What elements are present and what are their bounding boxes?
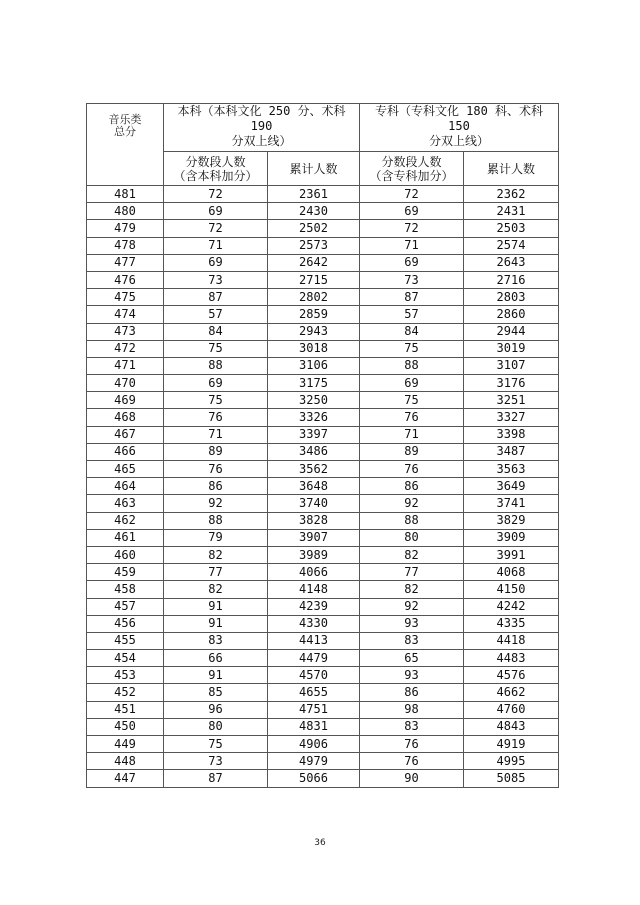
junior-cumulative-cell: 4150 — [464, 581, 559, 598]
undergrad-cumulative-cell: 4066 — [268, 564, 360, 581]
junior-cumulative-cell: 2431 — [464, 203, 559, 220]
junior-segment-cell: 92 — [360, 495, 464, 512]
junior-segment-cell: 82 — [360, 581, 464, 598]
junior-cumulative-cell: 2944 — [464, 323, 559, 340]
undergrad-cumulative-cell: 4479 — [268, 650, 360, 667]
undergrad-segment-cell: 72 — [164, 220, 268, 237]
score-cell: 457 — [87, 598, 164, 615]
junior-segment-cell: 86 — [360, 478, 464, 495]
table-row — [87, 323, 559, 340]
junior-cumulative-cell: 2362 — [464, 186, 559, 203]
junior-group-header — [360, 104, 559, 152]
junior-cumulative-cell: 4483 — [464, 650, 559, 667]
undergrad-cumulative-cell: 4831 — [268, 718, 360, 735]
undergrad-segment-cell: 82 — [164, 546, 268, 563]
junior-segment-cell: 71 — [360, 426, 464, 443]
junior-cumulative-cell: 3107 — [464, 357, 559, 374]
junior-segment-cell: 69 — [360, 254, 464, 271]
score-cell: 467 — [87, 426, 164, 443]
junior-segment-cell: 88 — [360, 512, 464, 529]
junior-cumulative-cell: 3176 — [464, 375, 559, 392]
junior-cumulative-cell: 3487 — [464, 443, 559, 460]
junior-segment-cell: 69 — [360, 203, 464, 220]
undergrad-segment-cell: 91 — [164, 667, 268, 684]
score-cell: 447 — [87, 770, 164, 787]
table-row — [87, 632, 559, 649]
undergrad-segment-cell: 72 — [164, 186, 268, 203]
undergrad-cumulative-cell: 3486 — [268, 443, 360, 460]
junior-segment-cell: 76 — [360, 736, 464, 753]
undergrad-cumulative-cell: 4330 — [268, 615, 360, 632]
undergrad-cumulative-cell: 4148 — [268, 581, 360, 598]
undergrad-segment-cell: 89 — [164, 443, 268, 460]
junior-header-line-2: 150 — [448, 119, 470, 133]
junior-cumulative-cell: 5085 — [464, 770, 559, 787]
undergrad-cumulative-header: 累计人数 — [268, 152, 360, 186]
junior-segment-cell: 72 — [360, 186, 464, 203]
junior-segment-cell: 69 — [360, 375, 464, 392]
junior-segment-cell: 86 — [360, 684, 464, 701]
junior-segment-cell: 82 — [360, 546, 464, 563]
junior-segment-header — [360, 152, 464, 186]
junior-cumulative-cell: 3563 — [464, 461, 559, 478]
junior-cumulative-cell: 4919 — [464, 736, 559, 753]
undergrad-segment-line-2: （含本科加分） — [173, 168, 258, 183]
score-cell: 479 — [87, 220, 164, 237]
undergrad-cumulative-cell: 3648 — [268, 478, 360, 495]
table-row — [87, 598, 559, 615]
undergrad-cumulative-cell: 4906 — [268, 736, 360, 753]
undergrad-segment-cell: 71 — [164, 426, 268, 443]
undergrad-cumulative-cell: 2859 — [268, 306, 360, 323]
category-line-1: 音乐类 — [108, 113, 142, 126]
junior-cumulative-cell: 2860 — [464, 306, 559, 323]
undergrad-segment-cell: 69 — [164, 203, 268, 220]
undergrad-segment-cell: 82 — [164, 581, 268, 598]
score-cell: 471 — [87, 357, 164, 374]
junior-segment-cell: 76 — [360, 461, 464, 478]
undergrad-segment-cell: 77 — [164, 564, 268, 581]
undergrad-segment-cell: 69 — [164, 375, 268, 392]
score-cell: 478 — [87, 237, 164, 254]
table-row — [87, 357, 559, 374]
table-row — [87, 443, 559, 460]
undergrad-segment-cell: 73 — [164, 753, 268, 770]
junior-cumulative-cell: 3327 — [464, 409, 559, 426]
score-cell: 468 — [87, 409, 164, 426]
table-row — [87, 546, 559, 563]
junior-cumulative-cell: 3398 — [464, 426, 559, 443]
undergrad-segment-cell: 84 — [164, 323, 268, 340]
undergrad-cumulative-cell: 3326 — [268, 409, 360, 426]
table-body — [87, 186, 559, 788]
score-cell: 453 — [87, 667, 164, 684]
score-cell: 454 — [87, 650, 164, 667]
undergrad-cumulative-cell: 2943 — [268, 323, 360, 340]
junior-cumulative-cell: 4843 — [464, 718, 559, 735]
undergrad-segment-cell: 91 — [164, 615, 268, 632]
score-cell: 464 — [87, 478, 164, 495]
undergrad-cumulative-cell: 5066 — [268, 770, 360, 787]
undergrad-cumulative-cell: 4655 — [268, 684, 360, 701]
score-cell: 449 — [87, 736, 164, 753]
undergrad-cumulative-cell: 4570 — [268, 667, 360, 684]
junior-cumulative-header: 累计人数 — [464, 152, 559, 186]
page-number: 36 — [314, 838, 326, 848]
table-row — [87, 237, 559, 254]
table-row — [87, 203, 559, 220]
undergrad-segment-cell: 87 — [164, 289, 268, 306]
table-row — [87, 220, 559, 237]
junior-segment-line-2: （含专科加分） — [369, 168, 454, 183]
score-cell: 460 — [87, 546, 164, 563]
undergrad-cumulative-cell: 3562 — [268, 461, 360, 478]
table-row — [87, 392, 559, 409]
table-row — [87, 529, 559, 546]
junior-segment-cell: 92 — [360, 598, 464, 615]
junior-header-line-3: 分双上线） — [428, 134, 489, 148]
junior-cumulative-cell: 3019 — [464, 340, 559, 357]
undergrad-cumulative-cell: 3989 — [268, 546, 360, 563]
junior-segment-cell: 83 — [360, 718, 464, 735]
junior-segment-cell: 88 — [360, 357, 464, 374]
junior-segment-cell: 77 — [360, 564, 464, 581]
undergrad-cumulative-cell: 4751 — [268, 701, 360, 718]
undergrad-cumulative-cell: 3828 — [268, 512, 360, 529]
table-row — [87, 375, 559, 392]
junior-cumulative-cell: 4760 — [464, 701, 559, 718]
undergrad-segment-cell: 76 — [164, 409, 268, 426]
score-cell: 480 — [87, 203, 164, 220]
junior-segment-line-1: 分数段人数 — [381, 154, 442, 169]
score-cell: 448 — [87, 753, 164, 770]
score-cell: 469 — [87, 392, 164, 409]
table-row — [87, 461, 559, 478]
table-row — [87, 186, 559, 203]
undergrad-segment-cell: 79 — [164, 529, 268, 546]
junior-cumulative-cell: 3251 — [464, 392, 559, 409]
undergrad-segment-cell: 85 — [164, 684, 268, 701]
undergrad-cumulative-cell: 3907 — [268, 529, 360, 546]
undergrad-segment-cell: 92 — [164, 495, 268, 512]
score-cell: 461 — [87, 529, 164, 546]
table-row — [87, 701, 559, 718]
score-cell: 458 — [87, 581, 164, 598]
score-cell: 451 — [87, 701, 164, 718]
junior-segment-cell: 76 — [360, 409, 464, 426]
junior-cumulative-cell: 3909 — [464, 529, 559, 546]
junior-segment-cell: 71 — [360, 237, 464, 254]
undergrad-cumulative-cell: 3106 — [268, 357, 360, 374]
undergrad-segment-cell: 88 — [164, 512, 268, 529]
table-row — [87, 478, 559, 495]
undergrad-cumulative-cell: 2361 — [268, 186, 360, 203]
score-cell: 456 — [87, 615, 164, 632]
table-row — [87, 736, 559, 753]
table-row — [87, 254, 559, 271]
junior-segment-cell: 57 — [360, 306, 464, 323]
undergrad-segment-cell: 83 — [164, 632, 268, 649]
undergrad-group-header — [164, 104, 360, 152]
table-row — [87, 615, 559, 632]
score-cell: 463 — [87, 495, 164, 512]
score-cell: 470 — [87, 375, 164, 392]
junior-cumulative-cell: 2574 — [464, 237, 559, 254]
junior-cumulative-cell: 3649 — [464, 478, 559, 495]
undergrad-cumulative-cell: 3740 — [268, 495, 360, 512]
junior-cumulative-cell: 4335 — [464, 615, 559, 632]
undergrad-segment-cell: 69 — [164, 254, 268, 271]
junior-header-line-1: 专科（专科文化 180 科、术科 — [374, 104, 544, 118]
junior-segment-cell: 72 — [360, 220, 464, 237]
table-row — [87, 306, 559, 323]
undergrad-segment-cell: 57 — [164, 306, 268, 323]
table-row — [87, 564, 559, 581]
score-cell: 466 — [87, 443, 164, 460]
score-cell: 452 — [87, 684, 164, 701]
undergrad-segment-cell: 66 — [164, 650, 268, 667]
table-row — [87, 650, 559, 667]
junior-segment-cell: 89 — [360, 443, 464, 460]
score-distribution-table — [86, 103, 559, 788]
score-cell: 476 — [87, 271, 164, 288]
table-row — [87, 718, 559, 735]
table-row — [87, 667, 559, 684]
undergrad-segment-cell: 88 — [164, 357, 268, 374]
score-cell: 455 — [87, 632, 164, 649]
undergrad-cumulative-cell: 2430 — [268, 203, 360, 220]
table-row — [87, 426, 559, 443]
junior-segment-cell: 65 — [360, 650, 464, 667]
table-row — [87, 289, 559, 306]
undergrad-cumulative-cell: 3250 — [268, 392, 360, 409]
undergrad-segment-cell: 86 — [164, 478, 268, 495]
junior-segment-cell: 87 — [360, 289, 464, 306]
junior-cumulative-cell: 4995 — [464, 753, 559, 770]
junior-segment-cell: 76 — [360, 753, 464, 770]
undergrad-cumulative-cell: 2502 — [268, 220, 360, 237]
undergrad-cumulative-cell: 2573 — [268, 237, 360, 254]
table-row — [87, 770, 559, 787]
undergrad-cumulative-cell: 3175 — [268, 375, 360, 392]
junior-cumulative-cell: 3829 — [464, 512, 559, 529]
junior-cumulative-cell: 4418 — [464, 632, 559, 649]
junior-segment-cell: 75 — [360, 340, 464, 357]
undergrad-segment-cell: 87 — [164, 770, 268, 787]
undergrad-header-line-3: 分双上线） — [231, 134, 292, 148]
junior-cumulative-cell: 2803 — [464, 289, 559, 306]
table-row — [87, 581, 559, 598]
table-row — [87, 684, 559, 701]
score-cell: 475 — [87, 289, 164, 306]
undergrad-header-line-2: 190 — [250, 119, 273, 133]
junior-segment-cell: 98 — [360, 701, 464, 718]
undergrad-segment-cell: 73 — [164, 271, 268, 288]
junior-segment-cell: 84 — [360, 323, 464, 340]
junior-segment-cell: 83 — [360, 632, 464, 649]
junior-cumulative-cell: 4242 — [464, 598, 559, 615]
score-cell: 465 — [87, 461, 164, 478]
undergrad-cumulative-cell: 2715 — [268, 271, 360, 288]
junior-cumulative-cell: 3991 — [464, 546, 559, 563]
category-header — [87, 104, 164, 186]
score-cell: 472 — [87, 340, 164, 357]
table-row — [87, 495, 559, 512]
score-cell: 481 — [87, 186, 164, 203]
undergrad-segment-cell: 76 — [164, 461, 268, 478]
junior-cumulative-cell: 4068 — [464, 564, 559, 581]
score-cell: 450 — [87, 718, 164, 735]
junior-segment-cell: 73 — [360, 271, 464, 288]
undergrad-cumulative-cell: 2802 — [268, 289, 360, 306]
undergrad-segment-cell: 91 — [164, 598, 268, 615]
score-cell: 474 — [87, 306, 164, 323]
score-cell: 459 — [87, 564, 164, 581]
junior-cumulative-cell: 2643 — [464, 254, 559, 271]
junior-cumulative-cell: 4576 — [464, 667, 559, 684]
junior-segment-cell: 75 — [360, 392, 464, 409]
undergrad-segment-cell: 71 — [164, 237, 268, 254]
junior-cumulative-cell: 2716 — [464, 271, 559, 288]
undergrad-segment-cell: 75 — [164, 340, 268, 357]
junior-segment-cell: 80 — [360, 529, 464, 546]
undergrad-cumulative-cell: 4239 — [268, 598, 360, 615]
undergrad-cumulative-cell: 4979 — [268, 753, 360, 770]
undergrad-segment-cell: 80 — [164, 718, 268, 735]
score-cell: 477 — [87, 254, 164, 271]
undergrad-cumulative-cell: 4413 — [268, 632, 360, 649]
table-row — [87, 271, 559, 288]
junior-cumulative-cell: 3741 — [464, 495, 559, 512]
undergrad-segment-cell: 96 — [164, 701, 268, 718]
junior-segment-cell: 93 — [360, 667, 464, 684]
junior-cumulative-cell: 2503 — [464, 220, 559, 237]
table-row — [87, 753, 559, 770]
category-line-2: 总分 — [114, 125, 136, 138]
table-row — [87, 512, 559, 529]
undergrad-segment-line-1: 分数段人数 — [185, 154, 246, 169]
undergrad-segment-cell: 75 — [164, 392, 268, 409]
score-cell: 462 — [87, 512, 164, 529]
junior-cumulative-cell: 4662 — [464, 684, 559, 701]
junior-segment-cell: 90 — [360, 770, 464, 787]
undergrad-segment-header — [164, 152, 268, 186]
table-row — [87, 409, 559, 426]
undergrad-cumulative-cell: 3018 — [268, 340, 360, 357]
undergrad-cumulative-cell: 3397 — [268, 426, 360, 443]
undergrad-segment-cell: 75 — [164, 736, 268, 753]
undergrad-header-line-1: 本科（本科文化 250 分、术科 — [177, 104, 346, 118]
junior-segment-cell: 93 — [360, 615, 464, 632]
table-row — [87, 340, 559, 357]
score-cell: 473 — [87, 323, 164, 340]
undergrad-cumulative-cell: 2642 — [268, 254, 360, 271]
